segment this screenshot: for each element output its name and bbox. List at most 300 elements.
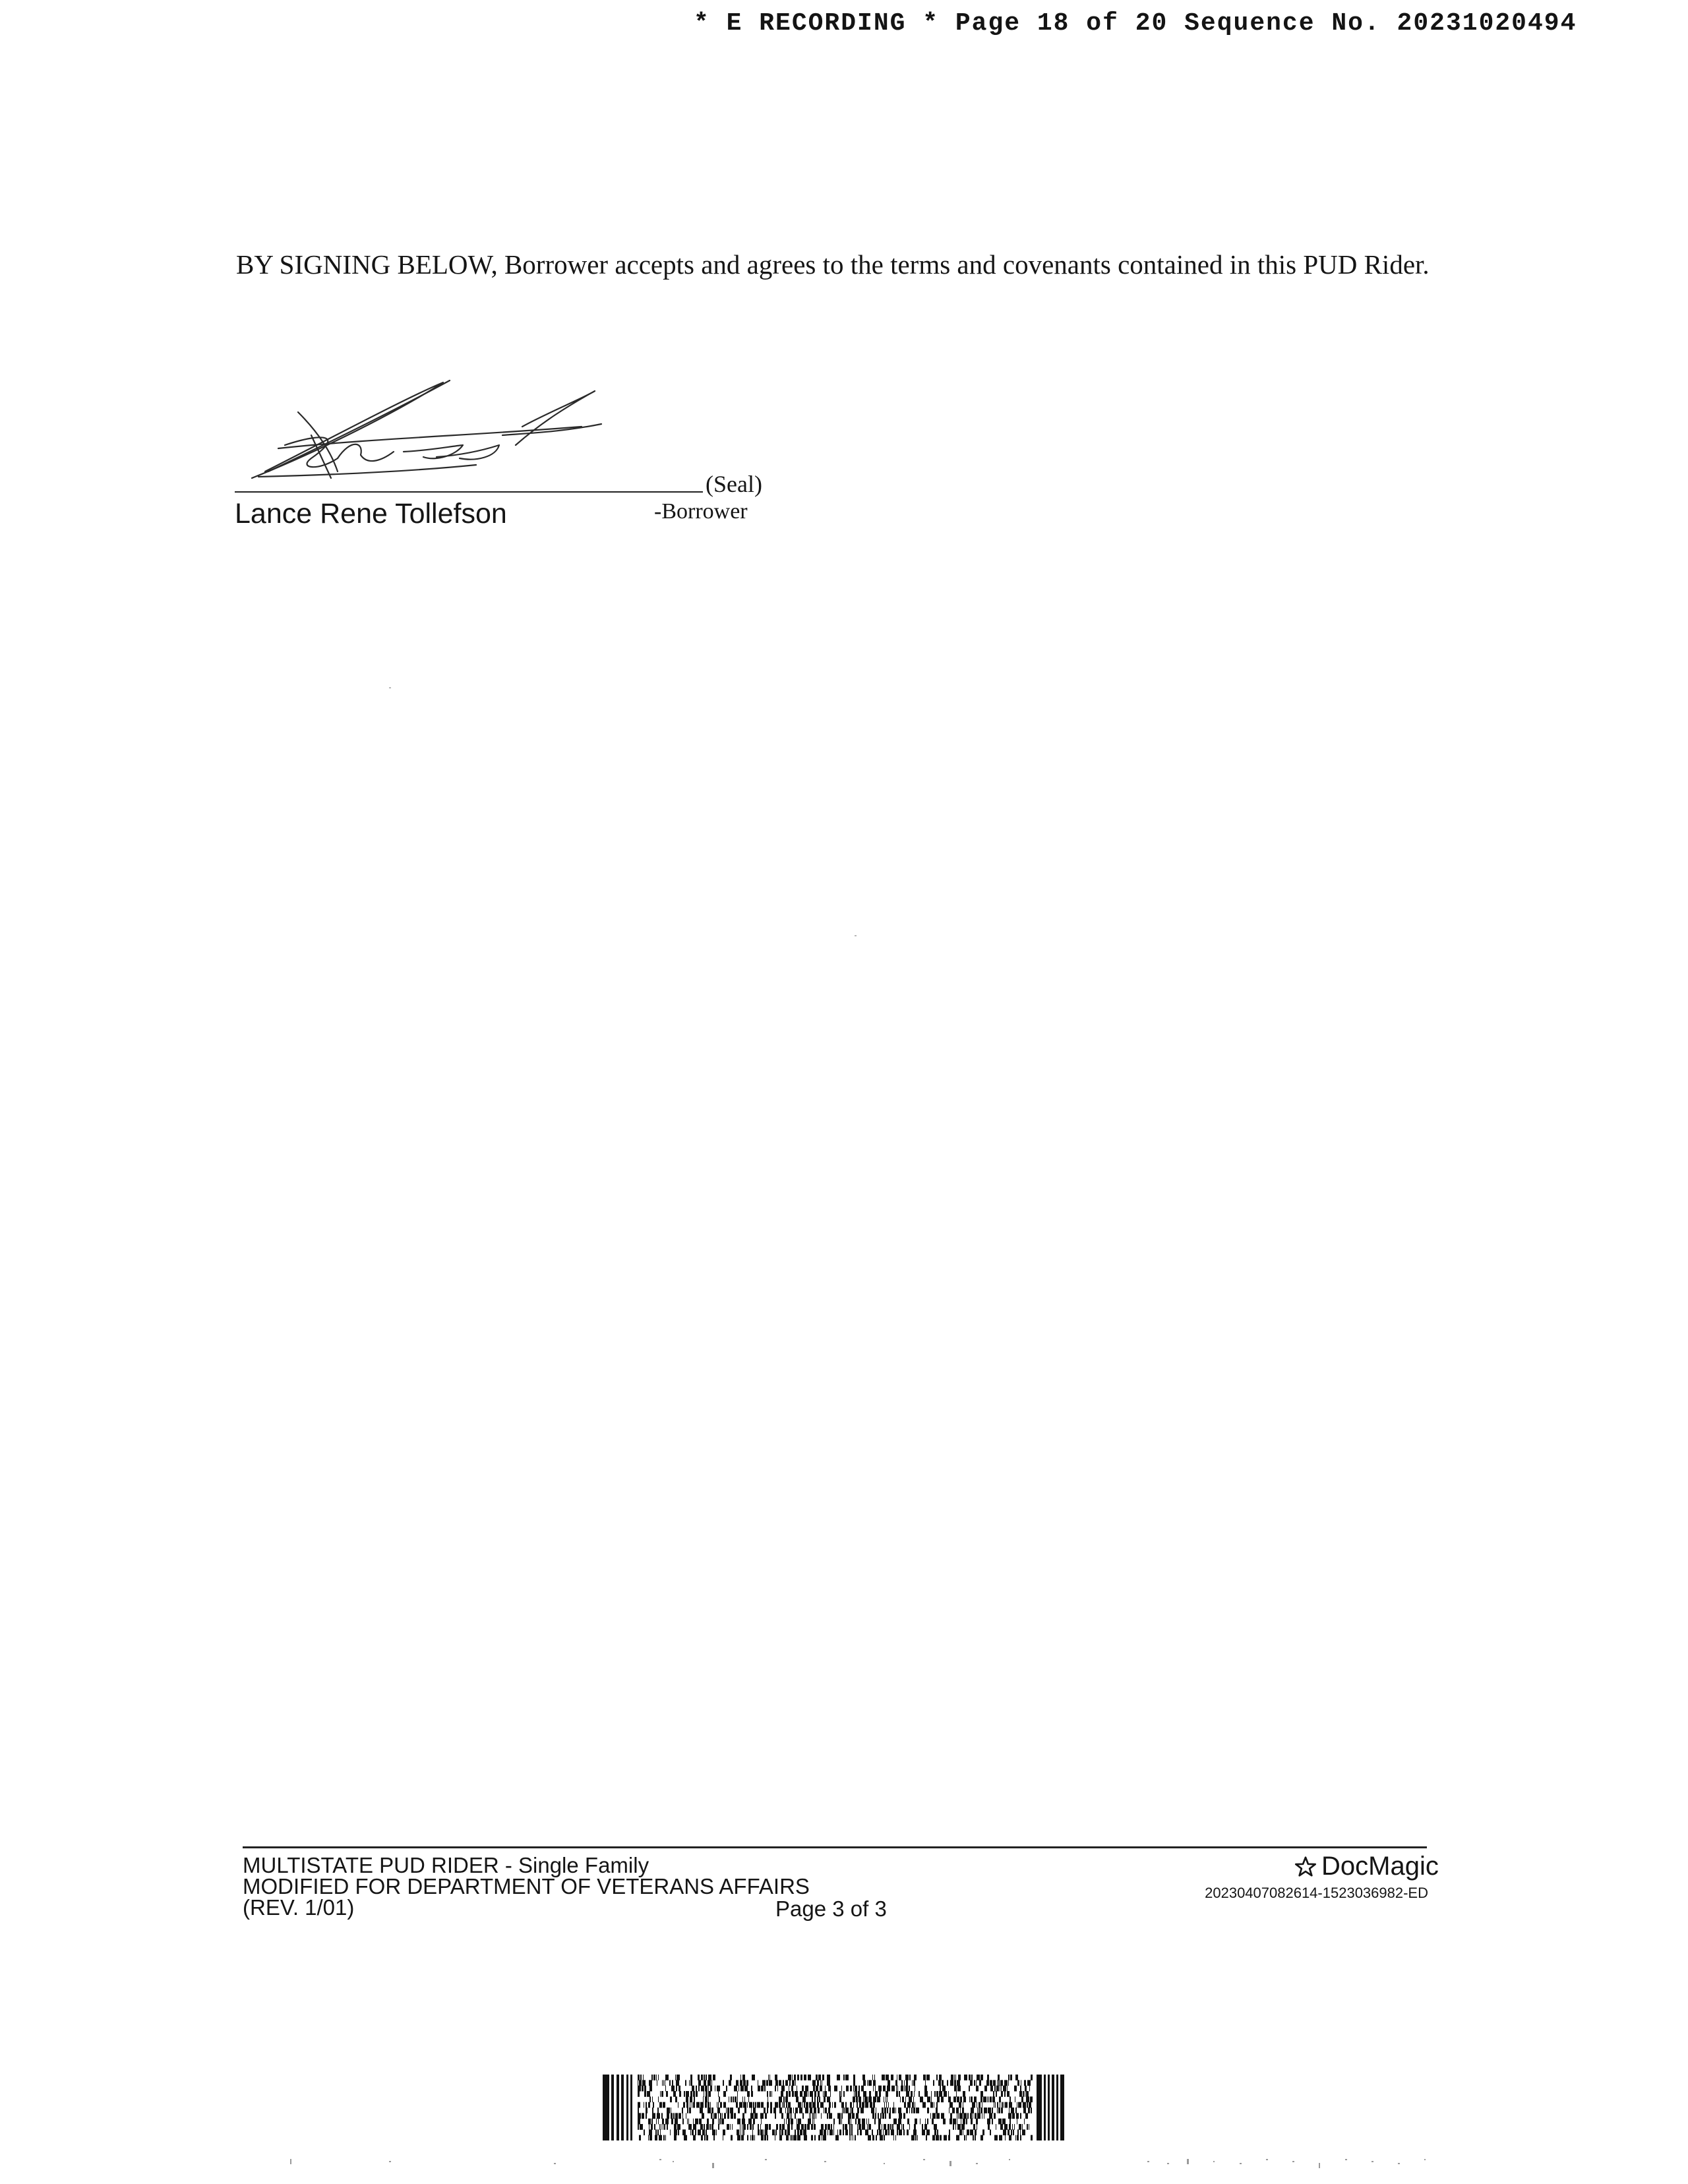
barcode-bar <box>675 2075 676 2080</box>
barcode-bar <box>792 2080 795 2086</box>
barcode-bar <box>746 2080 748 2086</box>
barcode-bar <box>817 2080 819 2086</box>
barcode-bar <box>649 2080 652 2086</box>
barcode-bar <box>953 2124 954 2130</box>
barcode-bar <box>926 2135 927 2140</box>
barcode-bar <box>843 2129 844 2135</box>
barcode-bar <box>788 2119 790 2125</box>
barcode-bar <box>690 2075 692 2080</box>
barcode-bar <box>716 2129 717 2135</box>
barcode-bar <box>698 2129 701 2135</box>
barcode-bar <box>839 2091 841 2097</box>
barcode-bar <box>788 2075 791 2080</box>
barcode-bar <box>904 2102 906 2108</box>
barcode-bar <box>638 2113 641 2119</box>
barcode-bar <box>902 2096 904 2102</box>
barcode-bar <box>950 2080 953 2086</box>
barcode-bar <box>828 2108 830 2113</box>
barcode-bar <box>611 2075 614 2140</box>
barcode-bar <box>714 2113 717 2119</box>
barcode-bar <box>990 2080 992 2086</box>
star-icon <box>1294 1855 1317 1879</box>
barcode-bar <box>661 2091 663 2097</box>
barcode-bar <box>1000 2080 1003 2086</box>
barcode-bar <box>990 2096 992 2102</box>
barcode-bar <box>936 2135 939 2140</box>
barcode-bar <box>997 2108 998 2113</box>
barcode-bar <box>1013 2129 1014 2135</box>
barcode-bar <box>909 2124 910 2130</box>
barcode-bar <box>1008 2075 1010 2080</box>
barcode-bar <box>905 2075 909 2080</box>
barcode-bar <box>1025 2113 1028 2119</box>
barcode-bar <box>713 2075 715 2080</box>
barcode-bar <box>812 2096 813 2102</box>
barcode-bar <box>648 2102 650 2108</box>
barcode-bar <box>842 2108 843 2113</box>
barcode-bar <box>947 2080 948 2086</box>
barcode-bar <box>863 2091 866 2097</box>
barcode-bar <box>737 2129 739 2135</box>
barcode-bar <box>890 2124 891 2130</box>
barcode-bar <box>869 2091 871 2097</box>
barcode-bar <box>695 2119 698 2125</box>
barcode-bar <box>740 2075 741 2080</box>
barcode-bar <box>911 2108 913 2113</box>
barcode-bar <box>751 2108 752 2113</box>
scan-noise-dot <box>824 2161 826 2162</box>
barcode-bar <box>828 2124 830 2130</box>
barcode-bar <box>775 2129 777 2135</box>
barcode-bar <box>786 2102 787 2108</box>
scan-noise-dot <box>1240 2163 1242 2164</box>
barcode-bar <box>975 2129 977 2135</box>
barcode-bar <box>833 2119 835 2125</box>
barcode-bar <box>731 2113 733 2119</box>
barcode-bar <box>741 2135 744 2140</box>
barcode-bar <box>897 2124 900 2130</box>
barcode-bar <box>675 2113 678 2119</box>
barcode-bar <box>983 2096 986 2102</box>
barcode-bar <box>857 2124 858 2130</box>
barcode-bar <box>915 2119 917 2125</box>
barcode-bar <box>845 2075 849 2080</box>
barcode-bar <box>671 2086 675 2092</box>
barcode-bar <box>814 2135 816 2140</box>
barcode-bar <box>638 2091 640 2097</box>
barcode-bar <box>963 2096 966 2102</box>
barcode-bar <box>740 2080 742 2086</box>
barcode-bar <box>743 2124 746 2130</box>
scan-noise-dot <box>1372 2161 1373 2162</box>
barcode-bar <box>769 2080 772 2086</box>
barcode-bar <box>926 2129 930 2135</box>
barcode-bar <box>1004 2080 1008 2086</box>
barcode-bar <box>897 2129 898 2135</box>
barcode-bar <box>992 2108 993 2113</box>
barcode-bar <box>827 2113 828 2119</box>
barcode-bar <box>989 2113 992 2119</box>
scan-noise-dot <box>1292 2161 1294 2162</box>
barcode-bar <box>738 2086 739 2092</box>
barcode-bar <box>1010 2075 1012 2080</box>
barcode-bar <box>878 2124 880 2130</box>
barcode-bar <box>737 2119 740 2125</box>
barcode-bar <box>787 2129 790 2135</box>
barcode-bar <box>801 2124 804 2130</box>
barcode-bar <box>708 2075 711 2080</box>
barcode-bar <box>843 2091 845 2097</box>
barcode-bar <box>682 2119 684 2125</box>
barcode-bar <box>729 2080 731 2086</box>
barcode-bar <box>853 2080 855 2086</box>
barcode-bar <box>688 2124 692 2130</box>
barcode-bar <box>887 2086 890 2092</box>
barcode-bar <box>666 2091 668 2097</box>
barcode-bar <box>892 2108 895 2113</box>
barcode-bar <box>804 2091 807 2097</box>
barcode-bar <box>818 2135 820 2140</box>
barcode-bar <box>879 2129 882 2135</box>
barcode-bar <box>818 2075 821 2080</box>
barcode-bar <box>649 2129 652 2135</box>
barcode-bar <box>742 2113 744 2119</box>
barcode-bar <box>779 2096 782 2102</box>
barcode-bar <box>791 2086 793 2092</box>
barcode-bar <box>734 2086 737 2092</box>
barcode-bar <box>841 2113 843 2119</box>
barcode-bar <box>1020 2113 1021 2119</box>
barcode-bar <box>658 2075 659 2080</box>
barcode-bar <box>653 2102 654 2108</box>
barcode-bar <box>686 2091 689 2097</box>
barcode-bar <box>748 2119 752 2125</box>
barcode-bar <box>770 2102 772 2108</box>
barcode-bar <box>936 2102 938 2108</box>
barcode-bar <box>856 2113 859 2119</box>
barcode-bar <box>743 2102 746 2108</box>
barcode-bar <box>660 2129 661 2135</box>
barcode-bar <box>903 2113 905 2119</box>
barcode-bar <box>843 2124 844 2130</box>
barcode-bar <box>904 2086 905 2092</box>
barcode-bar <box>1031 2075 1033 2080</box>
barcode-bar <box>684 2091 685 2097</box>
barcode-bar <box>781 2129 783 2135</box>
barcode-bar <box>787 2108 789 2113</box>
barcode-bar <box>678 2129 679 2135</box>
barcode-bar <box>909 2108 910 2113</box>
barcode-bar <box>687 2119 688 2125</box>
barcode-bar <box>904 2080 905 2086</box>
barcode-bar <box>665 2119 669 2125</box>
barcode-bar <box>779 2129 781 2135</box>
barcode-bar <box>724 2113 726 2119</box>
barcode-bar <box>651 2119 653 2125</box>
barcode-bar <box>841 2091 842 2097</box>
scan-noise-dot <box>673 2161 674 2162</box>
barcode-bar <box>959 2102 961 2108</box>
barcode-bar <box>667 2108 670 2113</box>
barcode-bar <box>705 2096 708 2102</box>
barcode-bar <box>769 2124 771 2130</box>
barcode-bar <box>922 2124 923 2130</box>
barcode-bar <box>961 2124 965 2130</box>
barcode-bar <box>873 2096 876 2102</box>
barcode-bar <box>888 2124 889 2130</box>
scan-noise-dot <box>1345 2159 1347 2160</box>
barcode-bar <box>647 2091 650 2097</box>
barcode-bar <box>845 2108 849 2113</box>
barcode-bar <box>671 2113 673 2119</box>
barcode-bar <box>663 2080 664 2086</box>
barcode-bar <box>795 2113 796 2119</box>
barcode-bar <box>848 2113 851 2119</box>
barcode-bar <box>802 2086 804 2092</box>
scan-noise-dot <box>1009 2159 1010 2160</box>
barcode-bar <box>743 2129 744 2135</box>
barcode-bar <box>907 2102 911 2108</box>
barcode-bar <box>827 2075 830 2080</box>
barcode-bar <box>956 2108 959 2113</box>
signature-line <box>235 491 703 493</box>
barcode-bar <box>877 2096 880 2102</box>
barcode-bar <box>797 2075 799 2080</box>
barcode-bar <box>875 2086 876 2092</box>
barcode-bar <box>794 2075 796 2080</box>
barcode-bar <box>914 2124 916 2130</box>
barcode-bar <box>638 2124 639 2130</box>
barcode-bar <box>875 2113 876 2119</box>
barcode-bar <box>743 2080 746 2086</box>
barcode-bar <box>850 2086 852 2092</box>
barcode-bar <box>814 2113 815 2119</box>
barcode-bar <box>753 2108 756 2113</box>
barcode-bar <box>868 2119 869 2125</box>
barcode-bar <box>979 2108 980 2113</box>
barcode-bar <box>936 2075 938 2080</box>
barcode-bar <box>644 2129 645 2135</box>
barcode-bar <box>1009 2108 1010 2113</box>
barcode-bar <box>654 2124 655 2130</box>
barcode-bar <box>895 2108 896 2113</box>
barcode-bar <box>798 2119 801 2125</box>
barcode-bar <box>1004 2091 1006 2097</box>
scan-noise-dot <box>1167 2163 1169 2164</box>
barcode-bar <box>740 2086 744 2092</box>
barcode-bar <box>874 2119 876 2125</box>
barcode-bar <box>704 2124 705 2130</box>
barcode-bar <box>819 2096 820 2102</box>
barcode-bar <box>761 2102 764 2108</box>
scan-noise-dot <box>659 2159 661 2160</box>
barcode-bar <box>1011 2129 1012 2135</box>
barcode-bar <box>893 2102 894 2108</box>
seal-label: (Seal) <box>706 471 762 497</box>
barcode-bar <box>782 2102 783 2108</box>
barcode-bar <box>933 2080 934 2086</box>
barcode-bar <box>711 2080 712 2086</box>
barcode-bar <box>998 2119 1002 2125</box>
barcode-bar <box>770 2108 772 2113</box>
barcode-bar <box>837 2129 838 2135</box>
barcode-bar <box>781 2091 783 2097</box>
barcode-bar <box>987 2075 989 2080</box>
barcode-bar <box>862 2102 864 2108</box>
barcode-bar <box>1017 2080 1019 2086</box>
page-indicator: Page 3 of 3 <box>775 1896 887 1921</box>
barcode-bar <box>657 2108 659 2113</box>
barcode-bar <box>914 2091 915 2097</box>
barcode-bar <box>994 2135 998 2140</box>
barcode-bar <box>863 2096 864 2102</box>
barcode-bar <box>657 2129 659 2135</box>
barcode-bar <box>982 2129 984 2135</box>
barcode-bar <box>969 2086 970 2092</box>
barcode-bar <box>789 2091 791 2097</box>
barcode-bar <box>1008 2113 1011 2119</box>
barcode-bar <box>1004 2124 1008 2130</box>
barcode-bar <box>995 2102 996 2108</box>
barcode-bar <box>644 2086 646 2092</box>
barcode-bar <box>912 2102 914 2108</box>
barcode-bar <box>678 2086 680 2092</box>
barcode-bar <box>810 2113 811 2119</box>
barcode-bar <box>695 2129 696 2135</box>
barcode-bar <box>932 2113 936 2119</box>
barcode-bar <box>957 2124 961 2130</box>
barcode-bar <box>828 2086 831 2092</box>
barcode-bar <box>859 2086 860 2092</box>
barcode-bar <box>830 2091 831 2097</box>
barcode-bar <box>1005 2102 1008 2108</box>
barcode-bar <box>750 2135 751 2140</box>
barcode-bar <box>903 2129 905 2135</box>
barcode-bar <box>979 2080 981 2086</box>
barcode-bar <box>809 2102 812 2108</box>
barcode-bar <box>658 2096 659 2102</box>
barcode-bar <box>829 2129 833 2135</box>
scan-noise-dot <box>389 2161 391 2162</box>
barcode-bar <box>751 2091 753 2097</box>
barcode-bar <box>760 2113 764 2119</box>
barcode-bar <box>859 2124 861 2130</box>
barcode-bar <box>948 2096 951 2102</box>
barcode-bar <box>764 2108 766 2113</box>
barcode-bar <box>949 2129 950 2135</box>
barcode-bar <box>963 2113 967 2119</box>
barcode-bar <box>914 2075 917 2080</box>
barcode-bar <box>1001 2108 1003 2113</box>
barcode-bar <box>964 2135 965 2140</box>
barcode-bar <box>674 2135 677 2140</box>
barcode-bar <box>1022 2124 1023 2130</box>
barcode-bar <box>888 2080 890 2086</box>
barcode-bar <box>888 2129 889 2135</box>
barcode-bar <box>816 2075 818 2080</box>
barcode-bar <box>690 2080 692 2086</box>
barcode-bar <box>970 2113 972 2119</box>
barcode-bar <box>913 2096 914 2102</box>
barcode-bar <box>800 2091 802 2097</box>
barcode-bar <box>959 2113 963 2119</box>
barcode-bar <box>821 2124 824 2130</box>
borrower-signature <box>239 373 661 491</box>
barcode-bar <box>843 2075 845 2080</box>
barcode-bar <box>970 2080 973 2086</box>
barcode-bar <box>1007 2091 1010 2097</box>
scan-noise-dot <box>1213 2161 1215 2162</box>
barcode-bar <box>857 2108 859 2113</box>
barcode-bar <box>924 2091 928 2097</box>
barcode-bar <box>809 2113 810 2119</box>
barcode-bar <box>839 2129 841 2135</box>
barcode-bar <box>772 2129 775 2135</box>
barcode-bar <box>652 2108 653 2113</box>
barcode-bar <box>990 2129 991 2135</box>
barcode-bar <box>673 2113 675 2119</box>
barcode-bar <box>901 2124 902 2130</box>
barcode-bar <box>976 2080 977 2086</box>
barcode-bar <box>753 2119 755 2125</box>
barcode-bar <box>941 2096 944 2102</box>
barcode-bar <box>760 2129 763 2135</box>
barcode-bar <box>899 2113 902 2119</box>
barcode-bar <box>638 2075 640 2080</box>
barcode-bar <box>761 2135 764 2140</box>
barcode-bar <box>779 2108 782 2113</box>
barcode-bar <box>1031 2108 1032 2113</box>
barcode-bar <box>791 2113 792 2119</box>
barcode-bar <box>1019 2091 1022 2097</box>
barcode-bar <box>1056 2075 1058 2140</box>
scan-noise-dot <box>712 2163 714 2168</box>
scan-noise-dot <box>1147 2161 1149 2162</box>
barcode-bar <box>802 2096 806 2102</box>
barcode-bar <box>663 2135 665 2140</box>
barcode-bar <box>901 2080 903 2086</box>
barcode-bar <box>755 2102 756 2108</box>
barcode-bar <box>833 2129 834 2135</box>
barcode-bar <box>675 2096 677 2102</box>
barcode-bar <box>682 2129 686 2135</box>
barcode-bar <box>642 2080 646 2086</box>
barcode-bar <box>886 2102 887 2108</box>
barcode-bar <box>992 2119 993 2125</box>
acceptance-paragraph: BY SIGNING BELOW, Borrower accepts and agrees to the terms and covenants contained in this PUD Rider. <box>236 249 1430 280</box>
barcode-bar <box>1060 2075 1064 2140</box>
barcode-bar <box>862 2119 865 2125</box>
barcode-bar <box>644 2091 646 2097</box>
barcode-bar <box>976 2119 978 2125</box>
barcode-bar <box>642 2086 644 2092</box>
form-title-line-1: MULTISTATE PUD RIDER - Single Family <box>243 1853 649 1877</box>
barcode-bar <box>1002 2119 1006 2125</box>
barcode-bar <box>670 2129 671 2135</box>
barcode-bar <box>757 2102 760 2108</box>
barcode-bar <box>750 2113 754 2119</box>
barcode-bar <box>721 2119 724 2125</box>
barcode-bar <box>706 2075 707 2080</box>
barcode-bar <box>884 2135 885 2140</box>
barcode-bar <box>639 2135 641 2140</box>
barcode-bar <box>720 2113 721 2119</box>
barcode-bar <box>903 2124 904 2130</box>
barcode-bar <box>781 2113 783 2119</box>
barcode-bar <box>866 2119 867 2125</box>
barcode-bar <box>954 2086 957 2092</box>
barcode-bar <box>924 2124 927 2130</box>
